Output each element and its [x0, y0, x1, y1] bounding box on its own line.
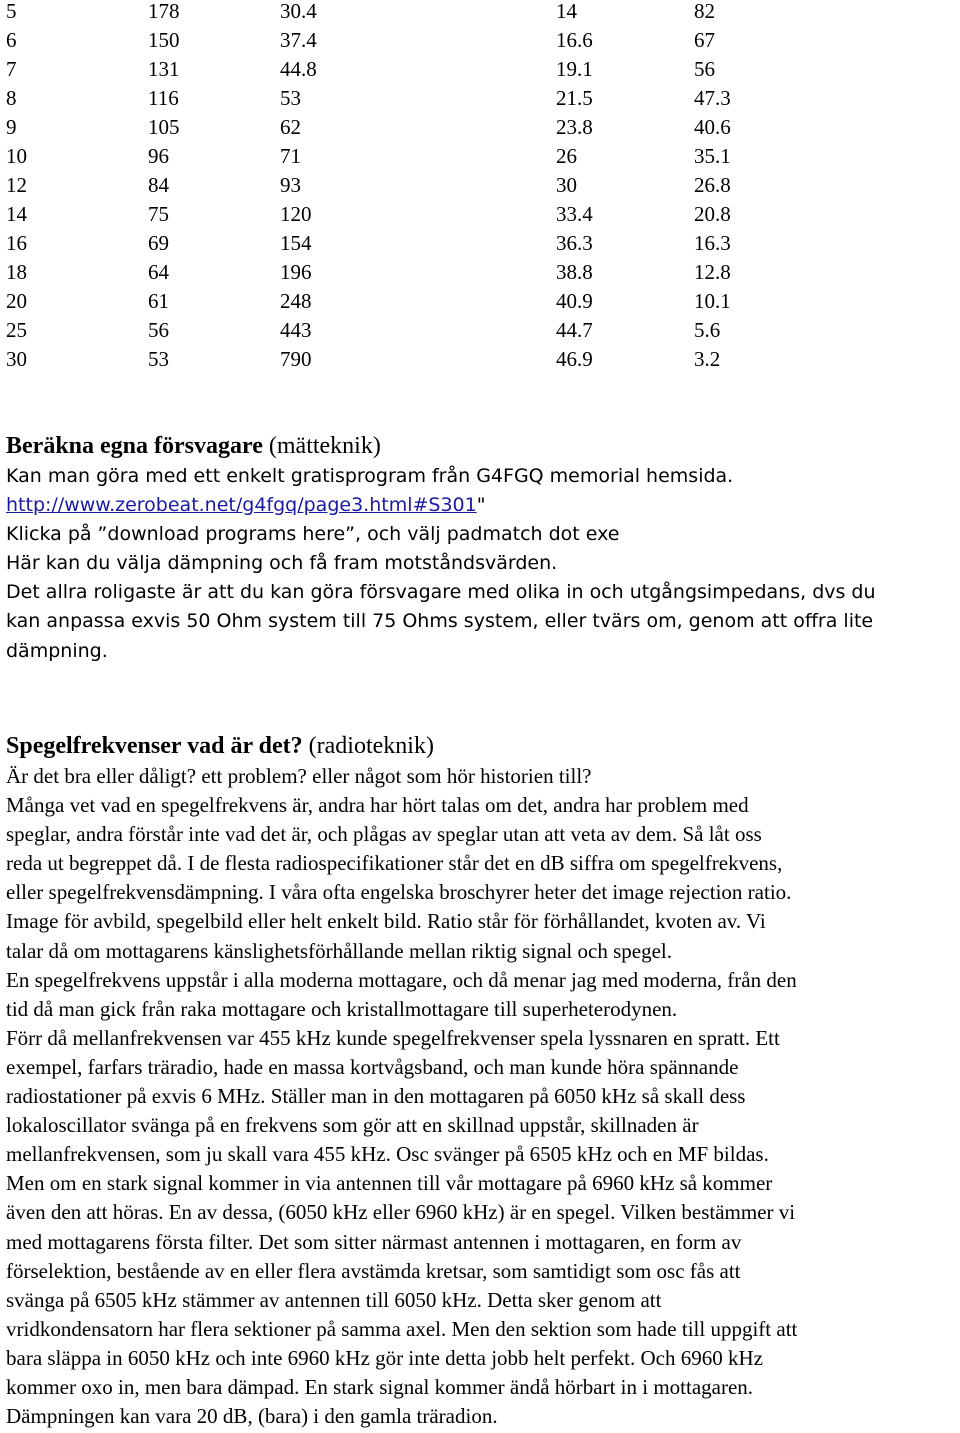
- table-cell: 30.4: [280, 0, 317, 23]
- table-cell: 26.8: [694, 173, 731, 197]
- best-line-3: dämpning.: [6, 639, 108, 662]
- intro-line: Kan man göra med ett enkelt gratisprogram från G4FGQ memorial hemsida.: [6, 465, 734, 487]
- table-cell: 75: [148, 202, 169, 226]
- table-row: [6, 171, 746, 200]
- table-cell: 26: [556, 144, 577, 168]
- table-cell: 40.6: [694, 115, 731, 139]
- table-cell: 23.8: [556, 115, 593, 139]
- body-line: talar då om mottagarens känslighetsförhållande mellan riktig signal och spegel.: [6, 938, 672, 963]
- table-row: [6, 200, 746, 229]
- table-cell: 93: [280, 173, 301, 197]
- table-cell: 178: [148, 0, 180, 23]
- table-cell: 3.2: [694, 347, 721, 371]
- table-cell: 14: [556, 0, 577, 23]
- link-suffix: ": [476, 494, 486, 517]
- table-cell: 21.5: [556, 86, 593, 110]
- table-row: [6, 316, 746, 345]
- body-line: kommer oxo in, men bara dämpad. En stark signal kommer ändå hörbart in i mottagaren.: [6, 1374, 754, 1399]
- table-row: [6, 26, 746, 55]
- body-line: Men om en stark signal kommer in via antennen till vår mottagare på 6960 kHz så kommer: [6, 1171, 773, 1196]
- table-cell: 71: [280, 144, 301, 168]
- table-cell: 82: [694, 0, 715, 23]
- table-cell: 6: [6, 28, 17, 52]
- table-cell: 9: [6, 115, 17, 139]
- table-row: [6, 0, 746, 26]
- table-cell: 53: [280, 86, 301, 110]
- attenuator-table: [6, 0, 746, 374]
- table-row: [6, 113, 746, 142]
- body-line: speglar, andra förstår inte vad det är, och plågas av speglar utan att veta av dem. Så låt oss: [6, 822, 762, 847]
- table-row: [6, 345, 746, 374]
- table-cell: 16.3: [694, 231, 731, 255]
- table-cell: 19.1: [556, 57, 593, 81]
- table-cell: 53: [148, 347, 169, 371]
- table-cell: 18: [6, 260, 27, 284]
- table-row: [6, 229, 746, 258]
- table-cell: 96: [148, 144, 169, 168]
- table-cell: 64: [148, 260, 169, 284]
- table-cell: 12.8: [694, 260, 731, 284]
- body-line: svänga på 6505 kHz stämmer av antennen till 6050 kHz. Detta sker genom att: [6, 1287, 662, 1312]
- table-cell: 248: [280, 289, 312, 313]
- heading-normal: (radioteknik): [302, 733, 434, 759]
- table-cell: 8: [6, 86, 17, 110]
- section-attenuator: [6, 431, 956, 666]
- table-cell: 44.7: [556, 318, 593, 342]
- best-line-2: kan anpassa exvis 50 Ohm system till 75 Ohms system, eller tvärs om, genom att offra lite: [6, 610, 874, 633]
- table-cell: 16: [6, 231, 27, 255]
- body-line: även den att höras. En av dessa, (6050 kHz eller 6960 kHz) är en spegel. Vilken bestämmer vi: [6, 1200, 796, 1225]
- body-line: tid då man gick från raka mottagare och kristallmottagare till superheterodynen.: [6, 996, 678, 1021]
- table-cell: 120: [280, 202, 312, 226]
- table-cell: 37.4: [280, 28, 317, 52]
- table-row: [6, 142, 746, 171]
- table-cell: 84: [148, 173, 169, 197]
- body-line: En spegelfrekvens uppstår i alla moderna mottagare, och då menar jag med moderna, från den: [6, 967, 797, 992]
- link-line: [6, 491, 956, 520]
- body-line: mellanfrekvensen, som ju skall vara 455 kHz. Osc svänger på 6505 kHz och en MF bildas.: [6, 1142, 769, 1167]
- table-cell: 30: [556, 173, 577, 197]
- body-line: reda ut begreppet då. I de flesta radiospecifikationer står det en dB siffra om spegelfrekvens,: [6, 851, 783, 876]
- table-cell: 33.4: [556, 202, 593, 226]
- table-cell: 44.8: [280, 57, 317, 81]
- image-frequency-body: [6, 762, 956, 1431]
- table-cell: 16.6: [556, 28, 593, 52]
- table-cell: 20: [6, 289, 27, 313]
- body-line: Dämpningen kan vara 20 dB, (bara) i den gamla träradion.: [6, 1404, 498, 1429]
- choose-line: Här kan du välja dämpning och få fram motståndsvärden.: [6, 552, 558, 575]
- body-line: eller spegelfrekvensdämpning. I våra ofta engelska broschyrer heter det image rejection ratio.: [6, 880, 792, 905]
- table-row: [6, 55, 746, 84]
- table-cell: 5.6: [694, 318, 721, 342]
- table-cell: 5: [6, 0, 17, 23]
- body-line: Image för avbild, spegelbild eller helt enkelt bild. Ratio står för förhållandet, kvoten av. Vi: [6, 909, 766, 934]
- table-cell: 14: [6, 202, 27, 226]
- table-cell: 196: [280, 260, 312, 284]
- table-cell: 790: [280, 347, 312, 371]
- body-line: lokaloscillator svänga på en frekvens som gör att en skillnad uppstår, skillnaden är: [6, 1113, 699, 1138]
- table-cell: 56: [694, 57, 715, 81]
- table-cell: 443: [280, 318, 312, 342]
- table-cell: 10: [6, 144, 27, 168]
- table-cell: 154: [280, 231, 312, 255]
- table-row: [6, 84, 746, 113]
- g4fgq-link[interactable]: http://www.zerobeat.net/g4fgq/page3.html#S301: [6, 494, 477, 517]
- table-row: [6, 287, 746, 316]
- heading-bold: Spegelfrekvenser vad är det?: [6, 733, 303, 759]
- table-cell: 105: [148, 115, 180, 139]
- table-cell: 7: [6, 57, 17, 81]
- table-cell: 67: [694, 28, 715, 52]
- best-line-1: Det allra roligaste är att du kan göra försvagare med olika in och utgångsimpedans, dvs du: [6, 581, 876, 604]
- table-cell: 38.8: [556, 260, 593, 284]
- table-cell: 47.3: [694, 86, 731, 110]
- table-cell: 61: [148, 289, 169, 313]
- body-line: förselektion, bestående av en eller flera avstämda kretsar, som samtidigt som osc fås att: [6, 1258, 741, 1283]
- body-line: bara släppa in 6050 kHz och inte 6960 kHz gör inte detta jobb helt perfekt. Och 6960 kHz: [6, 1345, 763, 1370]
- heading-bold: Beräkna egna försvagare: [6, 433, 263, 459]
- body-line: Förr då mellanfrekvensen var 455 kHz kunde spegelfrekvenser spela lyssnaren en spratt. Ett: [6, 1025, 780, 1050]
- body-line: Många vet vad en spegelfrekvens är, andra har hört talas om det, andra har problem med: [6, 793, 749, 818]
- body-line: radiostationer på exvis 6 MHz. Ställer man in den mottagaren på 6050 kHz så skall dess: [6, 1084, 746, 1109]
- body-line: Är det bra eller dåligt? ett problem? eller något som hör historien till?: [6, 764, 592, 788]
- table-cell: 56: [148, 318, 169, 342]
- table-cell: 12: [6, 173, 27, 197]
- section-image-frequency: [6, 731, 956, 1431]
- table-row: [6, 258, 746, 287]
- body-line: vridkondensatorn har flera sektioner på samma axel. Men den sektion som hade till uppgift att: [6, 1316, 798, 1341]
- body-line: exempel, farfars träradio, hade en massa kortvågsband, och man kunde höra spännande: [6, 1054, 739, 1079]
- table-cell: 25: [6, 318, 27, 342]
- table-cell: 62: [280, 115, 301, 139]
- table-cell: 150: [148, 28, 180, 52]
- table-cell: 69: [148, 231, 169, 255]
- section-heading-attenuator: [6, 431, 956, 461]
- table-cell: 35.1: [694, 144, 731, 168]
- heading-normal: (mätteknik): [262, 433, 381, 459]
- table-cell: 40.9: [556, 289, 593, 313]
- section-heading-image-frequency: [6, 731, 956, 761]
- table-cell: 116: [148, 86, 179, 110]
- table-cell: 131: [148, 57, 180, 81]
- table-cell: 20.8: [694, 202, 731, 226]
- table-cell: 10.1: [694, 289, 731, 313]
- download-line: Klicka på ”download programs here”, och välj padmatch dot exe: [6, 523, 620, 546]
- table-cell: 36.3: [556, 231, 593, 255]
- table-cell: 46.9: [556, 347, 593, 371]
- attenuator-body: [6, 462, 956, 666]
- body-line: med mottagarens första filter. Det som sitter närmast antennen i mottagaren, en form av: [6, 1229, 742, 1254]
- table-cell: 30: [6, 347, 27, 371]
